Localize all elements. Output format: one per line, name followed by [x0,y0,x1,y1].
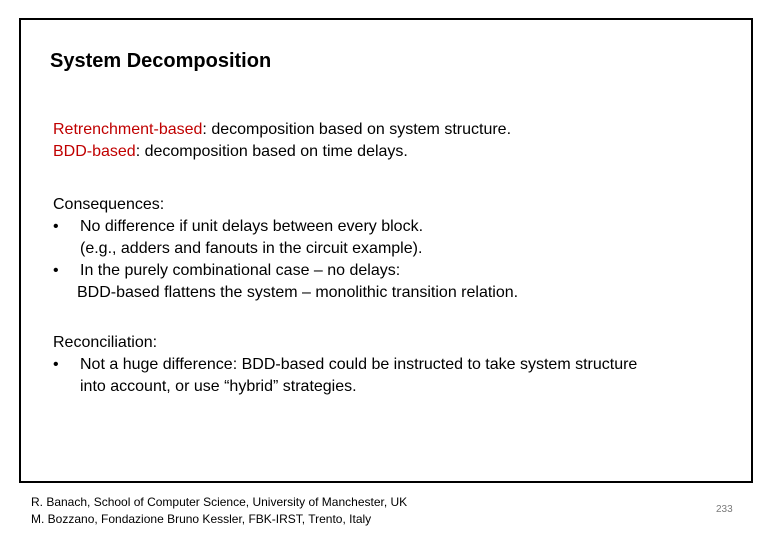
bullet-glyph: • [53,262,59,279]
term-bdd: BDD-based [53,143,136,160]
reconciliation-bullet-1-continuation: into account, or use “hybrid” strategies. [80,378,357,395]
list-item [53,216,637,238]
list-item [53,260,637,282]
bullet-glyph: • [53,218,59,235]
slide-body [53,119,637,398]
consequences-heading: Consequences: [53,196,165,213]
footer-credits [31,494,407,528]
definition-bdd [53,141,637,163]
consequence-bullet-1: No difference if unit delays between every block. [80,218,424,235]
term-retrenchment: Retrenchment-based [53,121,203,138]
consequence-bullet-2-continuation: BDD-based flattens the system – monolithic transition relation. [77,284,519,301]
definition-bdd-text: : decomposition based on time delays. [135,143,408,160]
consequence-bullet-1-continuation: (e.g., adders and fanouts in the circuit example). [80,240,423,257]
footer-line-1: R. Banach, School of Computer Science, University of Manchester, UK [31,495,408,509]
consequence-bullet-2: In the purely combinational case – no delays: [80,262,401,279]
slide-title: System Decomposition [50,50,272,72]
reconciliation-bullet-1: Not a huge difference: BDD-based could be instructed to take system structure [80,356,638,373]
page-number: 233 [716,504,733,515]
list-item [53,354,637,376]
bullet-glyph: • [53,356,59,373]
definition-retrenchment-text: : decomposition based on system structure. [202,121,512,138]
reconciliation-heading: Reconciliation: [53,334,158,351]
definition-retrenchment [53,119,637,141]
footer-line-2: M. Bozzano, Fondazione Bruno Kessler, FBK-IRST, Trento, Italy [31,512,372,526]
